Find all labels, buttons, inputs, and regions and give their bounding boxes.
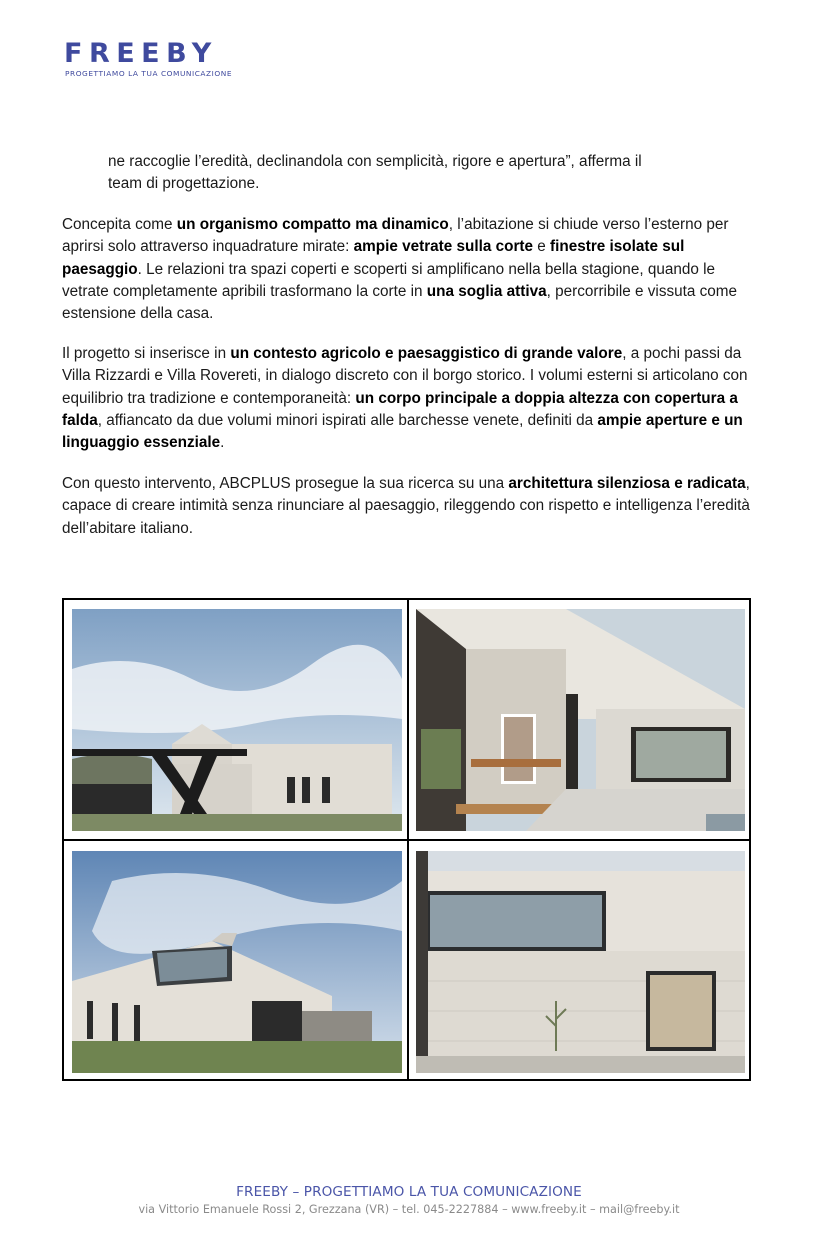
footer-title: FREEBY – PROGETTIAMO LA TUA COMUNICAZIONE xyxy=(236,1184,582,1200)
quote-line-2: team di progettazione. xyxy=(108,175,260,193)
bold-phrase: architettura silenziosa e radicata xyxy=(508,475,746,492)
bold-phrase: finestre isolate sul paesaggio xyxy=(62,238,685,278)
freeby-logo xyxy=(64,40,234,82)
text-run: , l’abitazione si chiude verso l’esterno per aprirsi solo attraverso inquadrature mirate: xyxy=(62,216,729,256)
quote-line-1: ne raccoglie l’eredità, declinandola con semplicità, rigore e apertura”, afferma il xyxy=(108,153,642,170)
page-footer xyxy=(0,1183,818,1218)
bold-phrase: ampie aperture e un linguaggio essenziale xyxy=(62,411,743,452)
text-run: e xyxy=(533,238,551,256)
text-run: Con questo intervento, ABCPLUS prosegue la sua ricerca su una xyxy=(62,475,509,492)
bold-phrase: una soglia attiva xyxy=(426,282,547,300)
photo-house-exterior-side xyxy=(72,851,402,1073)
paragraph-text xyxy=(62,343,752,454)
photo-courtyard-living-room xyxy=(416,609,745,831)
logo-tagline: PROGETTIAMO LA TUA COMUNICAZIONE xyxy=(65,69,233,78)
bold-phrase: un corpo principale a doppia altezza con copertura a falda xyxy=(62,389,738,429)
paragraph-organismo xyxy=(62,214,752,325)
bold-phrase: un organismo compatto ma dinamico xyxy=(176,216,449,233)
photo-house-exterior-cantilever xyxy=(72,609,402,831)
photo-grid xyxy=(62,598,751,1081)
grid-divider-horizontal xyxy=(64,839,749,841)
text-run: , percorribile e vissuta come estensione della casa. xyxy=(62,282,738,323)
paragraph-text xyxy=(62,214,752,325)
text-run: Concepita come xyxy=(62,216,177,233)
quote-continuation xyxy=(108,151,748,196)
text-run: , capace di creare intimità senza rinunciare al paesaggio, rileggendo con rispetto e intelligenza l’eredità dell’abitare italiano. xyxy=(62,475,750,537)
photo-house-facade-window xyxy=(416,851,745,1073)
paragraph-text xyxy=(62,473,752,540)
bold-phrase: ampie vetrate sulla corte xyxy=(353,238,534,256)
paragraph-contesto xyxy=(62,343,752,454)
text-run: , a pochi passi da Villa Rizzardi e Villa Rovereti, in dialogo discreto con il borgo storico. I volumi esterni si articolano con equilibrio tra tradizione e contemporaneità: xyxy=(62,345,748,407)
logo-wordmark: FREEBY xyxy=(64,38,218,69)
bold-phrase: un contesto agricolo e paesaggistico di grande valore xyxy=(230,345,623,362)
text-run: . xyxy=(220,434,225,452)
text-run: . Le relazioni tra spazi coperti e scoperti si amplificano nella bella stagione, quando le vetrate completamente apribili trasformano la corte in xyxy=(62,260,716,300)
footer-contact: via Vittorio Emanuele Rossi 2, Grezzana (VR) – tel. 045-2227884 – www.freeby.it – mail@freeby.it xyxy=(138,1203,680,1216)
text-run: , affiancato da due volumi minori ispirati alle barchesse venete, definiti da xyxy=(97,411,598,429)
text-run: Il progetto si inserisce in xyxy=(62,345,231,362)
paragraph-abcplus xyxy=(62,473,752,540)
